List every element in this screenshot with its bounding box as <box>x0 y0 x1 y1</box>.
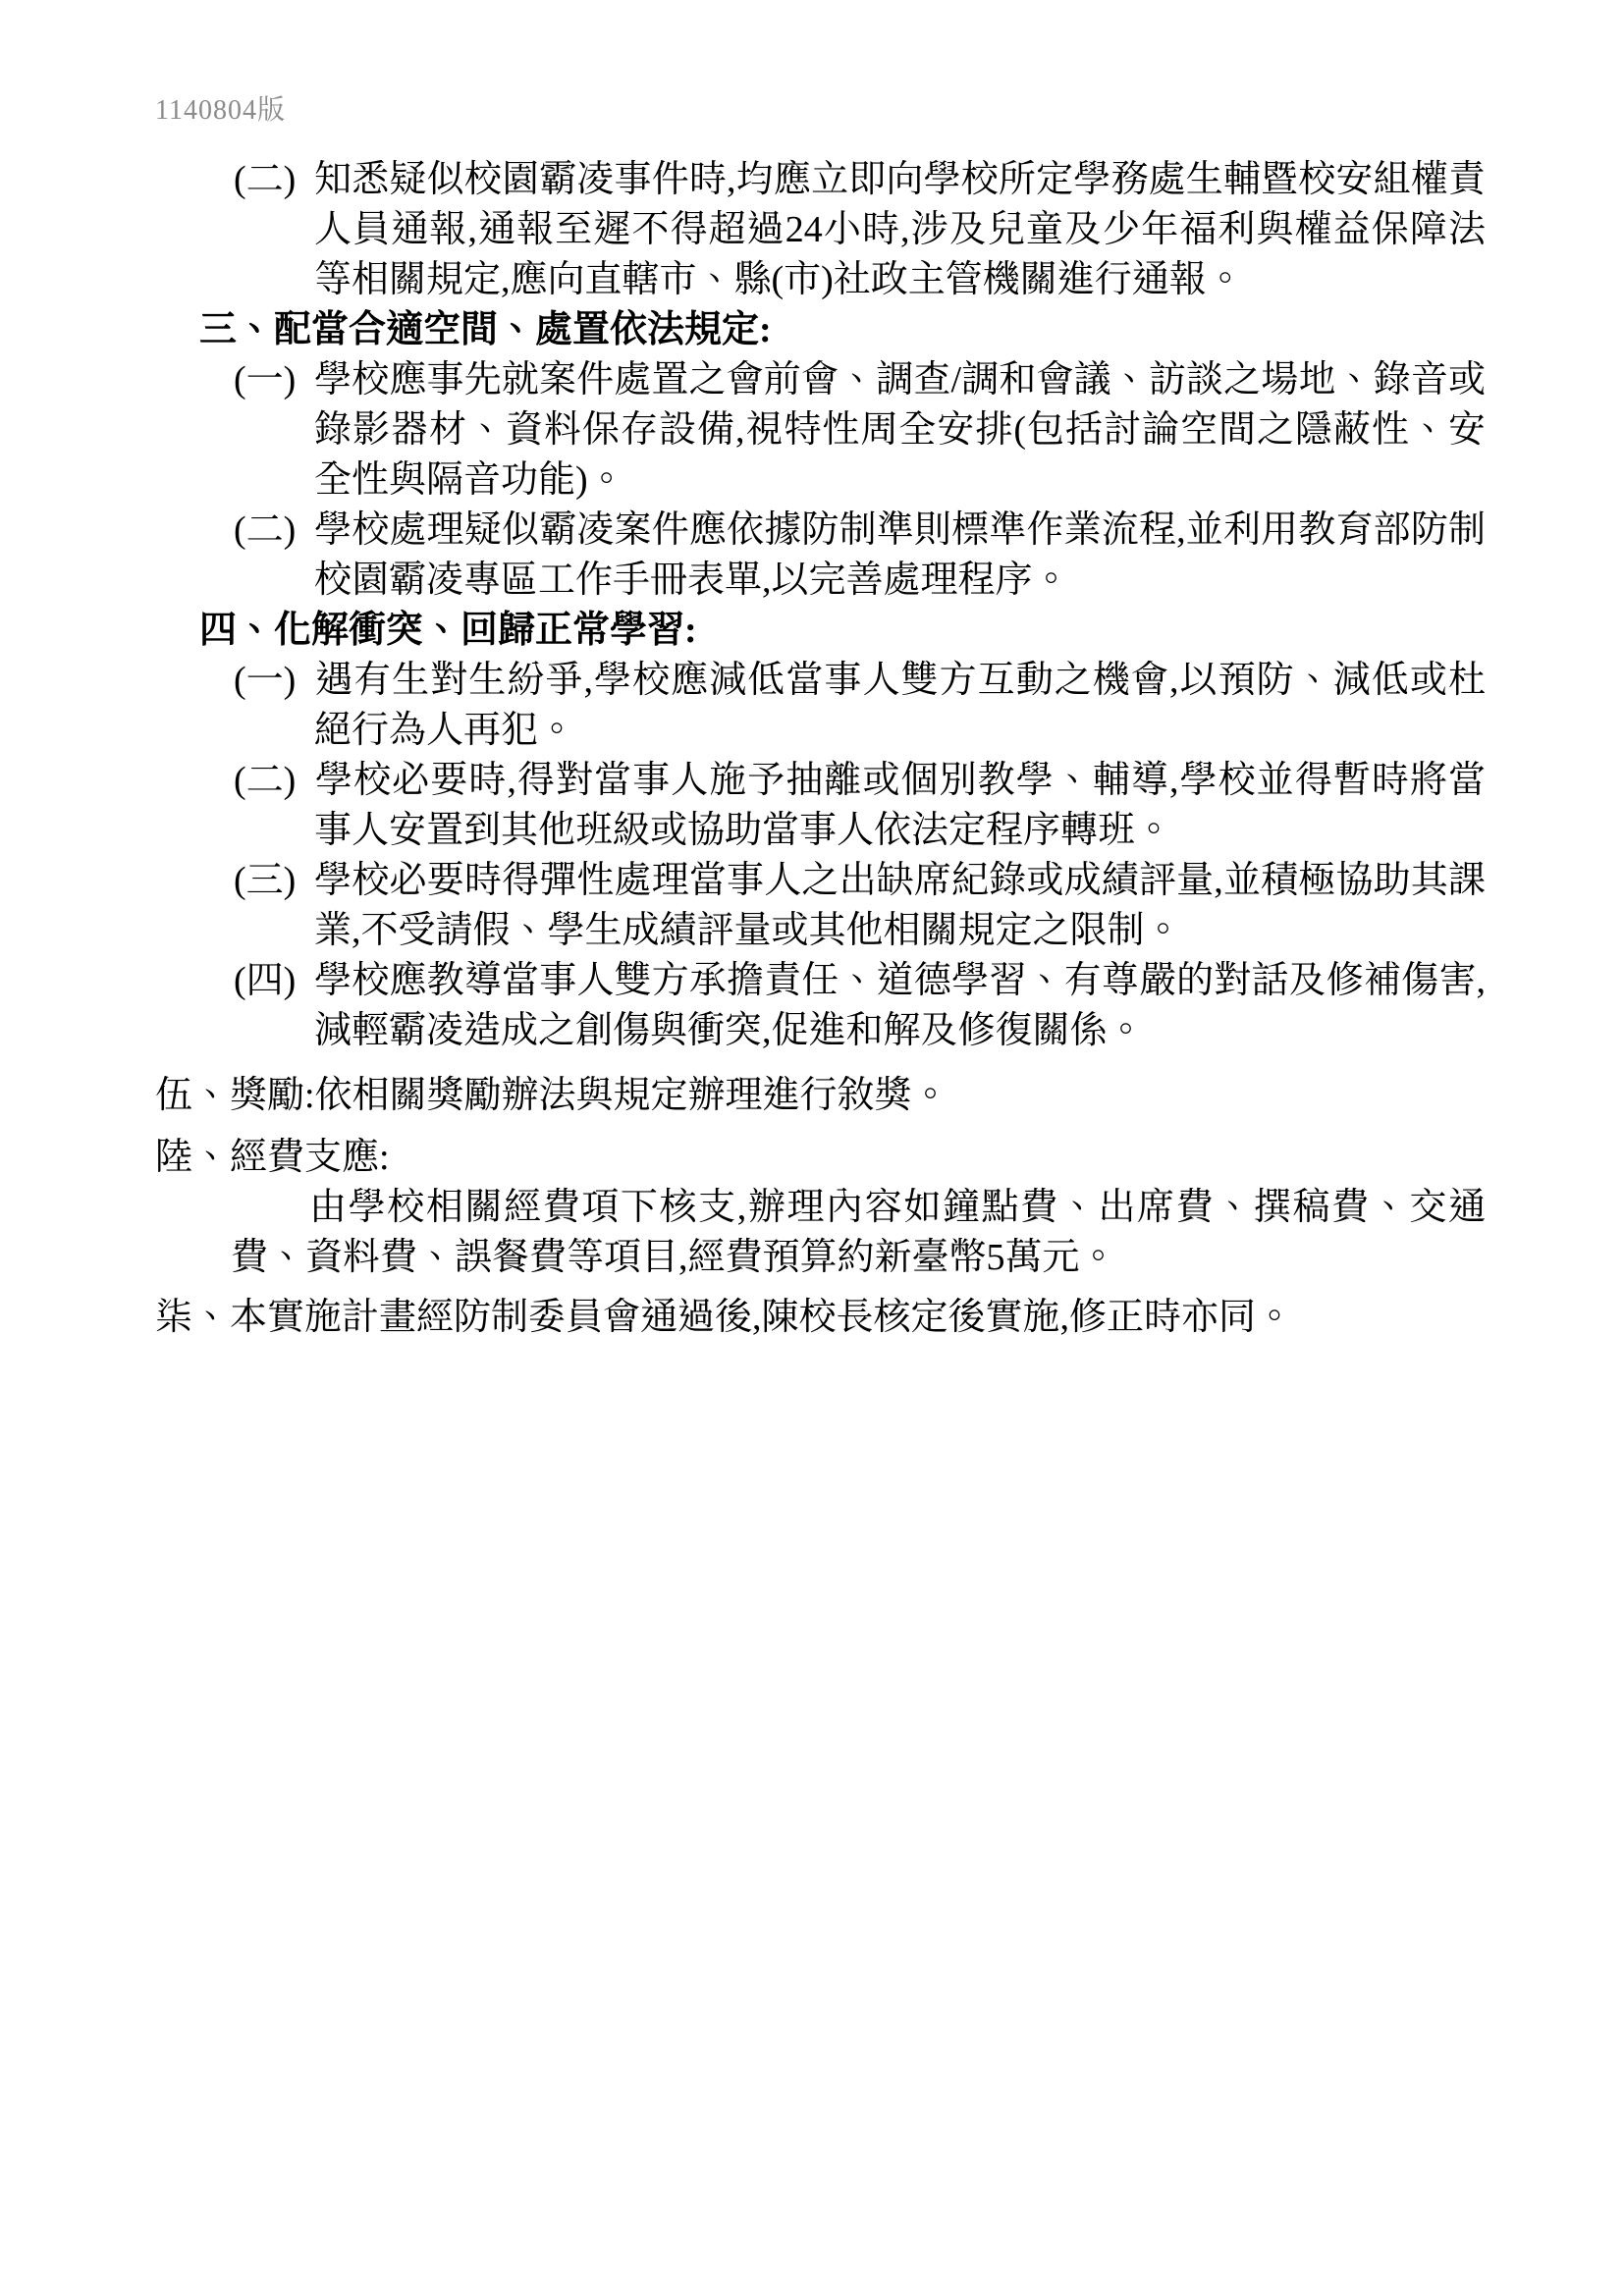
item-4-3-flexible-records <box>234 856 1486 956</box>
item-4-2-separate-teaching <box>234 756 1486 856</box>
item-text: 學校必要時得彈性處理當事人之出缺席紀錄或成績評量,並積極協助其課業,不受請假、學生成績評量或其他相關規定之限制。 <box>314 860 1486 951</box>
item-marker: (四) <box>234 960 297 1001</box>
item-text: 遇有生對生紛爭,學校應減低當事人雙方互動之機會,以預防、減低或杜絕行為人再犯。 <box>314 660 1486 751</box>
item-text: 知悉疑似校園霸凌事件時,均應立即向學校所定學務處生輔暨校安組權責人員通報,通報至遲不得超過24小時,涉及兒童及少年福利與權益保障法等相關規定,應向直轄市、縣(市)社政主管機關進行通報。 <box>314 159 1486 300</box>
item-marker: (一) <box>234 660 297 701</box>
para-text: 由學校相關經費項下核支,辦理內容如鐘點費、出席費、撰稿費、交通費、資料費、誤餐費等項目,經費預算約新臺幣5萬元。 <box>231 1187 1486 1278</box>
section-text: 柒、本實施計畫經防制委員會通過後,陳校長核定後實施,修正時亦同。 <box>155 1297 1294 1338</box>
item-text: 學校應教導當事人雙方承擔責任、道德學習、有尊嚴的對話及修補傷害,減輕霸凌造成之創傷與衝突,促進和解及修復關係。 <box>314 960 1486 1051</box>
item-text: 學校處理疑似霸凌案件應依據防制準則標準作業流程,並利用教育部防制校園霸凌專區工作手冊表單,以完善處理程序。 <box>314 509 1486 601</box>
section-5-reward <box>155 1071 1486 1121</box>
document-body <box>0 155 1624 1343</box>
heading-text: 四、化解衝突、回歸正常學習: <box>199 610 697 651</box>
heading-text: 三、配當合適空間、處置依法規定: <box>199 309 772 350</box>
item-marker: (二) <box>234 509 297 551</box>
heading-section-3 <box>199 305 1486 355</box>
item-text: 學校必要時,得對當事人施予抽離或個別教學、輔導,學校並得暫時將當事人安置到其他班級或協助當事人依法定程序轉班。 <box>314 760 1486 851</box>
item-3-2-sop-forms <box>234 506 1486 606</box>
item-report-duty <box>234 155 1486 305</box>
item-text: 學校應事先就案件處置之會前會、調查/調和會議、訪談之場地、錄音或錄影器材、資料保存設備,視特性周全安排(包括討論空間之隱蔽性、安全性與隔音功能)。 <box>314 359 1486 501</box>
section-6-funding-heading <box>155 1133 1486 1183</box>
section-7-implementation <box>155 1293 1486 1343</box>
item-4-4-responsibility-repair <box>234 956 1486 1056</box>
section-6-funding-detail <box>231 1183 1486 1283</box>
version-label: 1140804版 <box>155 95 286 126</box>
item-marker: (二) <box>234 159 297 200</box>
item-4-1-reduce-interaction <box>234 656 1486 756</box>
item-3-1-space-arrangement <box>234 355 1486 506</box>
section-text: 陸、經費支應: <box>155 1137 390 1178</box>
item-marker: (三) <box>234 860 297 901</box>
section-text: 伍、獎勵:依相關獎勵辦法與規定辦理進行敘獎。 <box>155 1075 949 1116</box>
heading-section-4 <box>199 606 1486 656</box>
item-marker: (一) <box>234 359 297 400</box>
item-marker: (二) <box>234 760 297 801</box>
